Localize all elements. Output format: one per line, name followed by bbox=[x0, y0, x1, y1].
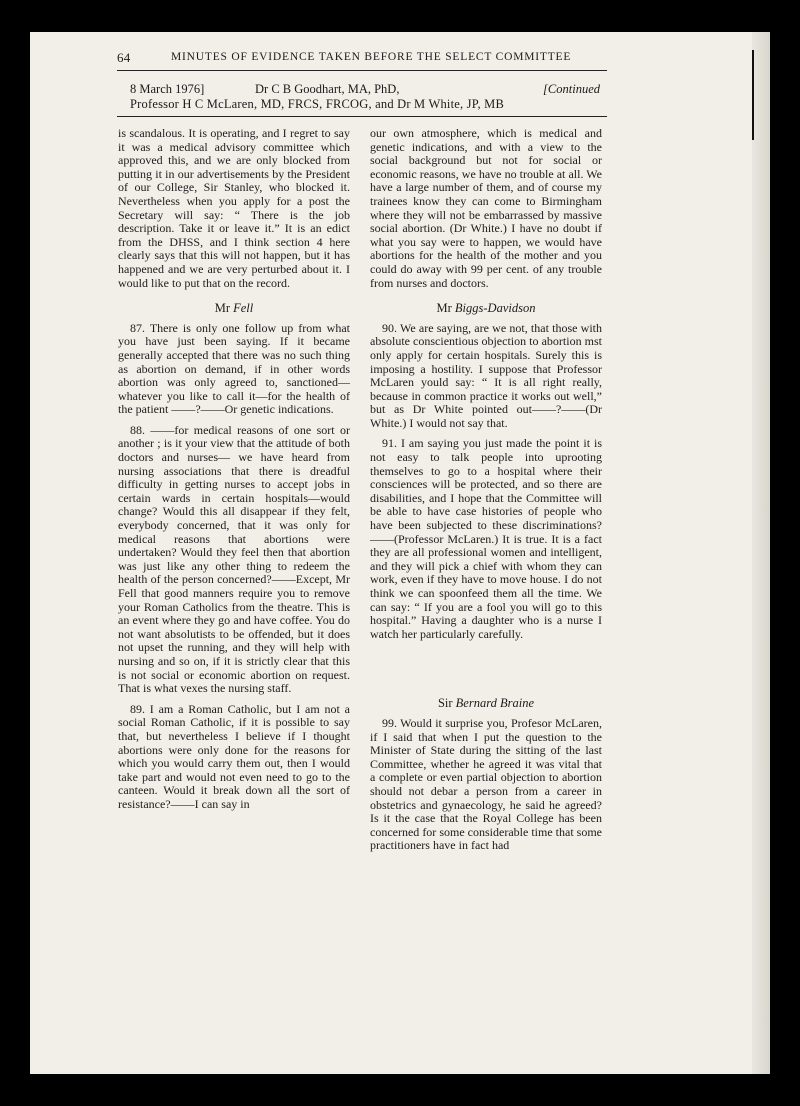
speaker-name: Biggs-Davidson bbox=[454, 301, 536, 316]
speaker-name: Bernard Braine bbox=[455, 696, 535, 711]
header-title: MINUTES OF EVIDENCE TAKEN BEFORE THE SELECT COMMITTEE bbox=[171, 51, 572, 63]
header-rule bbox=[117, 70, 607, 71]
speaker-name: Fell bbox=[233, 301, 254, 316]
witness-line-1: Dr C B Goodhart, MA, PhD, bbox=[255, 82, 400, 96]
continued-label: [Continued bbox=[543, 82, 600, 96]
paragraph-90: 90. We are saying, are we not, that those with absolute conscientious objection to abortion mst only apply for certain hospitals. Surely this is imposing a hostility. I suppose that Professor McLaren yould say: “ It is all right really, because in common practice it works out well,” but as Dr White pointed out——?——(Dr White.) I would not say that. bbox=[370, 320, 602, 430]
paragraph-intro: is scandalous. It is operating, and I regret to say it was a medical advisory committee which approved this, and we are only blocked from putting it in our advertisements by the President of our College, Sir Stanley, who blocked it. Nevertheless when you apply for a post the Secretary will say: “ There is the job description. Take it or leave it.” It is an edict from the DHSS, and I think section 4 here clearly says that this will not happen, but it has happened and we are very perturbed about it. I would like to put that on the record. bbox=[118, 126, 350, 290]
paragraph-99: 99. Would it surprise you, Profesor McLaren, if I said that when I put the question to the Minister of State during the sitting of the last Committee, whether he agreed it was vital that a complete or even partial objection to abortion should not debar a person from a career in obstetrics and gynaecology, he said he agreed? Is it the case that the Royal College has been concerned for some considerable time that some practitioners have in fact had bbox=[370, 715, 602, 853]
right-column bbox=[370, 127, 602, 860]
paragraph-91: 91. I am saying you just made the point it is not easy to talk people into uprooting themselves to go to a hospital where their consciences will be protected, and so there are disabilities, and I hope that the Committee will be able to have case histories of people who have been subjected to these discriminations?——(Professor McLaren.) It is true. It is a fact they are all professional women and intelligent, and they will pick a chief with whom they can work, even if they have to move house. I do not think we can spoonfeed them all the time. We can say: “ If you are a fool you will go to this hospital.” Having a daughter who is a nurse I watch her particularly carefully. bbox=[370, 436, 602, 641]
left-column bbox=[118, 127, 350, 819]
paragraph-87: 87. There is only one follow up from what you have just been saying. If it became generally accepted that there was no such thing as abortion on demand, if in other words abortion was only agreed to, sanctioned—whatever you like to call it—for the health of the patient ——?——Or genetic indications. bbox=[118, 320, 350, 417]
speaker-title: Sir bbox=[437, 696, 456, 711]
paragraph-continued: our own atmosphere, which is medical and genetic indications, and with a view to the social background but not for social or economic reasons, we have no trouble at all. We have a large number of them, and of course my trainees know they can come to Birmingham where they will not be embarrassed by massive social abortion. (Dr White.) I have no doubt if what you say were to happen, we would have abortions for the health of the mother and you could do away with 99 per cent. of any trouble from nurses and doctors. bbox=[370, 126, 602, 290]
sitting-date: 8 March 1976] bbox=[130, 82, 205, 96]
witness-line-2: Professor H C McLaren, MD, FRCS, FRCOG, and Dr M White, JP, MB bbox=[130, 97, 504, 111]
speaker-title: Mr bbox=[436, 301, 455, 316]
paragraph-88: 88. ——for medical reasons of one sort or another ; is it your view that the attitude of both doctors and nurses— we have heard from nursing associations that there is dreadful difficulty in getting nurses to accept jobs in certain wards in certain hospitals—would change? Would this all disappear if they felt, everybody concerned, that it was only for medical reasons that abortions were undertaken? Would they feel then that abortion was just like any other thing to redeem the health of the person concerned?——Except, Mr Fell that good manners require you to remove your Roman Catholics from the theatre. This is an event where they go and have coffee. You do not want absolutists to be offended, but it does not upset the running, and they will help with nursing and so on, if it is strictly clear that this is not social or economic abortion on request. That is what vexes the nursing staff. bbox=[118, 422, 350, 696]
speaker-title: Mr bbox=[214, 301, 234, 316]
page-edge bbox=[752, 32, 770, 1074]
speaker-heading-fell bbox=[118, 302, 350, 316]
speaker-heading-braine bbox=[370, 697, 602, 711]
paragraph-89: 89. I am a Roman Catholic, but I am not a social Roman Catholic, if it is possible to say that, but nevertheless I believe if I thought abortions were only done for the reasons for which you would carry them out, then I would take part and would not even need to go to the canteen. Would it break down all the sort of resistance?——I can say in bbox=[118, 701, 350, 811]
speaker-heading-biggs-davidson bbox=[370, 302, 602, 316]
margin-mark bbox=[752, 50, 760, 140]
page-number: 64 bbox=[117, 50, 131, 65]
witness-rule bbox=[117, 116, 607, 117]
